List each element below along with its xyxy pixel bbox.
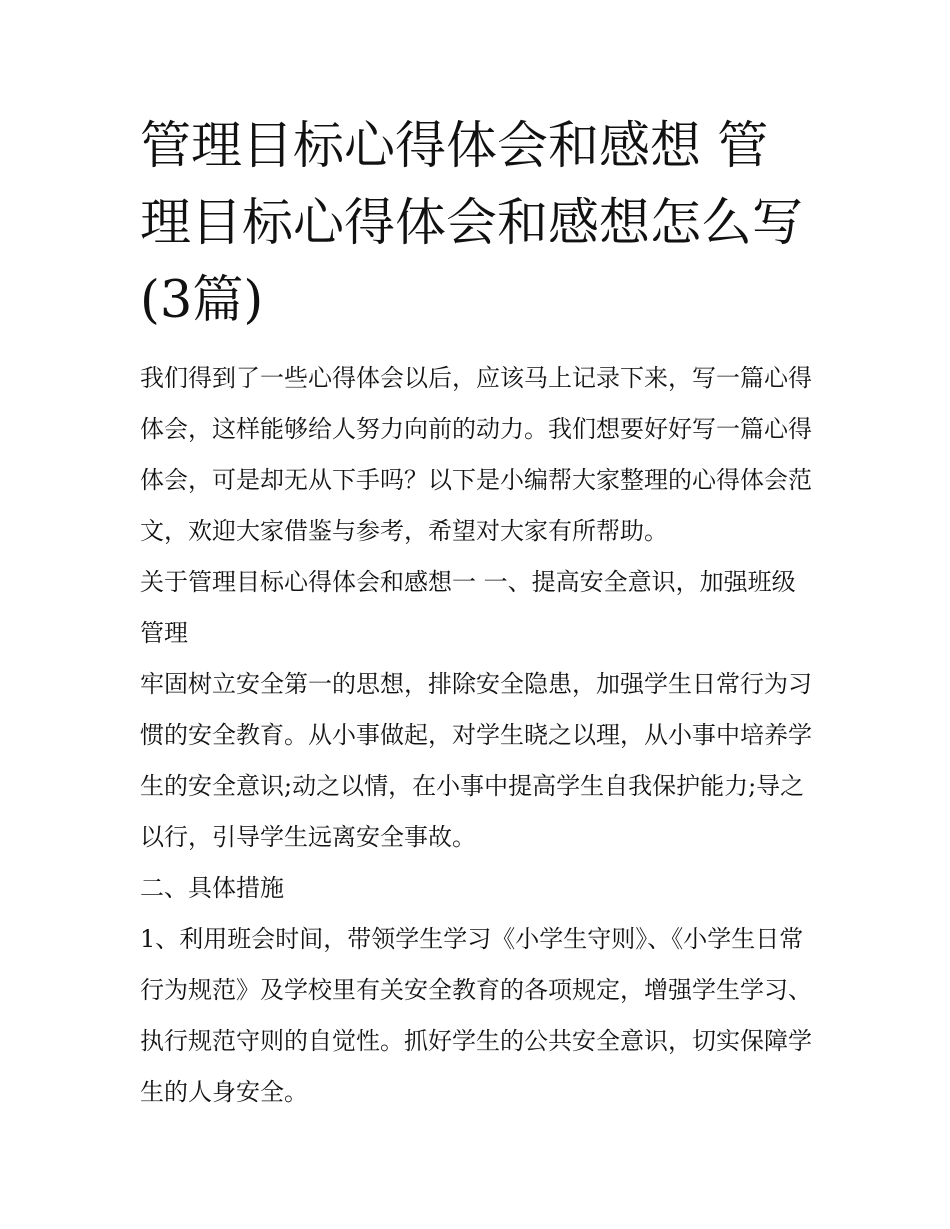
document-page bbox=[140, 108, 815, 1118]
paragraph-safety: 牢固树立安全第一的思想，排除安全隐患，加强学生日常行为习惯的安全教育。从小事做起，对学生晓之以理，从小事中培养学生的安全意识;动之以情，在小事中提高学生自我保护能力;导之以行，引导学生远离安全事故。 bbox=[140, 670, 812, 851]
document-title: 管理目标心得体会和感想 管理目标心得体会和感想怎么写(3篇) bbox=[140, 117, 804, 330]
paragraph-intro: 我们得到了一些心得体会以后，应该马上记录下来，写一篇心得体会，这样能够给人努力向前的动力。我们想要好好写一篇心得体会，可是却无从下手吗？以下是小编帮大家整理的心得体会范文，欢迎大家借鉴与参考，希望对大家有所帮助。 bbox=[140, 364, 812, 545]
paragraph-measure-1: 1、利用班会时间，带领学生学习《小学生守则》、《小学生日常行为规范》及学校里有关安全教育的各项规定，增强学生学习、执行规范守则的自觉性。抓好学生的公共安全意识，切实保障学生的人身安全。 bbox=[140, 925, 812, 1106]
paragraph-section-heading: 关于管理目标心得体会和感想一 一、提高安全意识，加强班级管理 bbox=[140, 568, 796, 647]
paragraph-measures-heading: 二、具体措施 bbox=[140, 874, 284, 902]
